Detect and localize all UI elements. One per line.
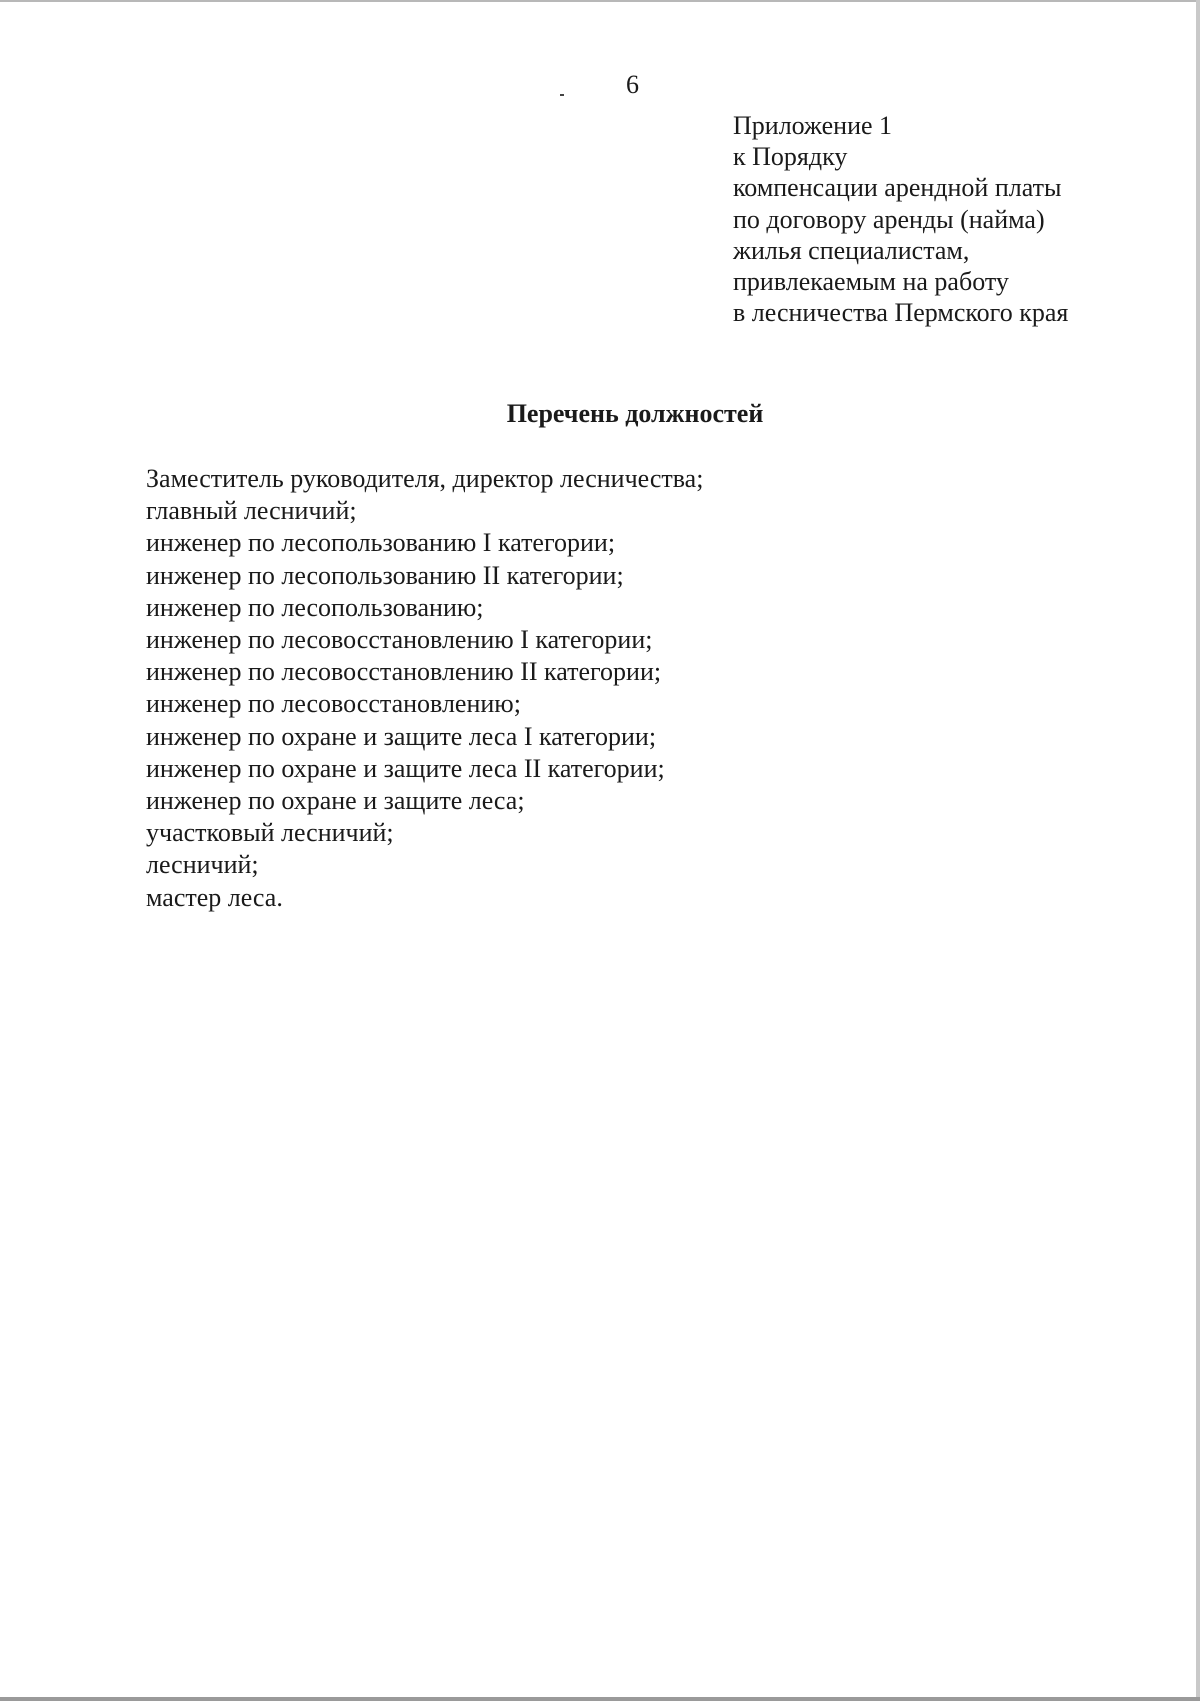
position-item: инженер по лесопользованию; <box>146 592 484 622</box>
appendix-note <box>733 110 1173 328</box>
scan-edge-top <box>0 0 1200 2</box>
position-item: инженер по лесовосстановлению; <box>146 689 521 719</box>
position-item: участковый лесничий; <box>146 818 394 848</box>
position-item: инженер по лесовосстановлению I категории; <box>146 625 653 655</box>
scan-edge-bottom <box>0 1697 1200 1701</box>
scan-speck <box>560 94 564 96</box>
document-title: Перечень должностей <box>506 399 764 428</box>
position-item: инженер по лесовосстановлению II категории; <box>146 657 662 687</box>
appendix-line: Приложение 1 <box>733 111 893 140</box>
appendix-line: привлекаемым на работу <box>733 267 1009 297</box>
appendix-line: в лесничества Пермского края <box>733 298 1069 328</box>
page-number: 6 <box>626 70 639 99</box>
position-item: главный лесничий; <box>146 496 357 526</box>
position-item: инженер по охране и защите леса I категории; <box>146 721 657 751</box>
position-item: инженер по охране и защите леса II категории; <box>146 753 665 783</box>
position-item: лесничий; <box>146 850 259 880</box>
positions-list <box>146 463 1146 914</box>
appendix-line: жилья специалистам, <box>733 235 970 265</box>
position-item: инженер по охране и защите леса; <box>146 786 525 816</box>
appendix-line: к Порядку <box>733 142 848 172</box>
scan-edge-right <box>1196 0 1200 1701</box>
appendix-line: по договору аренды (найма) <box>733 204 1045 234</box>
position-item: инженер по лесопользованию I категории; <box>146 528 616 558</box>
appendix-line: компенсации арендной платы <box>733 173 1062 203</box>
position-item: инженер по лесопользованию II категории; <box>146 560 624 590</box>
position-item: Заместитель руководителя, директор лесничества; <box>146 464 704 493</box>
position-item: мастер леса. <box>146 882 283 912</box>
